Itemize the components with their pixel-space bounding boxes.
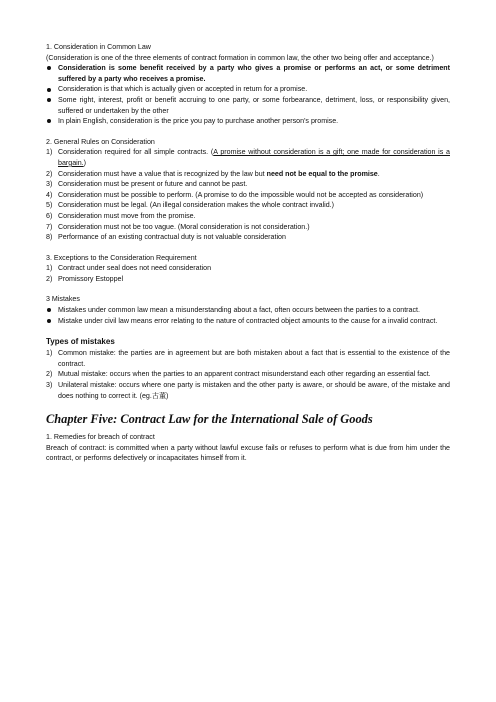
section-heading: 3. Exceptions to the Consideration Requirement xyxy=(46,253,197,262)
list-item: 4) Consideration must be possible to perform. (A promise to do the impossible would not be accepted as consideration) xyxy=(46,190,424,199)
section-heading: 2. General Rules on Consideration xyxy=(46,137,155,146)
list-item: 6) Consideration must move from the promise. xyxy=(46,211,196,220)
list-item: Consideration is some benefit received by a party who gives a promise or performs an act, or some detriment suffered by a party who receives a promise. xyxy=(46,63,450,84)
bullet-icon xyxy=(47,98,51,102)
list-item: 3) Unilateral mistake: occurs where one party is mistaken and the other party is aware, or should be aware, of the mistake and does nothing to correct it. (eg.古董) xyxy=(46,381,450,400)
list-item: Some right, interest, profit or benefit accruing to one party, or some forbearance, detriment, loss, or responsibility given, suffered or undertaken by the other xyxy=(46,95,450,116)
list-item: 1) Contract under seal does not need consideration xyxy=(46,264,212,273)
list-item: In plain English, consideration is the price you pay to purchase another person's promise. xyxy=(46,116,450,127)
bullet-list xyxy=(46,63,450,127)
list-item: 7) Consideration must not be too vague. (Moral consideration is not consideration.) xyxy=(46,222,310,231)
numbered-list xyxy=(46,348,450,401)
bullet-icon xyxy=(47,319,51,323)
numbered-list xyxy=(46,263,450,284)
list-item: Consideration is that which is actually given or accepted in return for a promise. xyxy=(46,84,450,95)
list-item: 3) Consideration must be present or future and cannot be past. xyxy=(46,180,248,189)
section-heading: 1. Consideration in Common Law xyxy=(46,43,151,51)
bullet-icon xyxy=(47,66,51,70)
list-item: 8) Performance of an existing contractual duty is not valuable consideration xyxy=(46,233,286,242)
list-item: 2) Mutual mistake: occurs when the parties to an apparent contract misunderstand each other regarding an essential fact. xyxy=(46,370,431,379)
list-item: 2) Promissory Estoppel xyxy=(46,274,124,283)
bullet-list xyxy=(46,305,450,326)
list-item: 2) Consideration must have a value that is recognized by the law but need not be equal to the promise. xyxy=(46,169,380,178)
paragraph: Breach of contract: is committed when a party without lawful excuse fails or refuses to perform what is due from him under the contract, or performs defectively or incapacitates himself from it. xyxy=(46,443,450,463)
numbered-list xyxy=(46,147,450,242)
subheading: Types of mistakes xyxy=(46,337,115,347)
section-heading: 1. Remedies for breach of contract xyxy=(46,433,155,442)
list-item: Mistakes under common law mean a misunderstanding about a fact, often occurs between the parties to a contract. xyxy=(46,305,450,316)
bullet-icon xyxy=(47,308,51,312)
list-item: 1) Consideration required for all simple contracts. (A promise without consideration is a gift; one made for consideration is a bargain.) xyxy=(46,148,450,167)
bullet-icon xyxy=(47,119,51,123)
paragraph: (Consideration is one of the three elements of contract formation in common law, the other two being offer and acceptance.) xyxy=(46,53,434,62)
chapter-title: Chapter Five: Contract Law for the International Sale of Goods xyxy=(46,412,373,427)
bullet-icon xyxy=(47,88,51,92)
list-item: Mistake under civil law means error relating to the nature of contracted object amounts to the cause for a invalid contract. xyxy=(46,316,450,327)
list-item: 5) Consideration must be legal. (An illegal consideration makes the whole contract invalid.) xyxy=(46,201,335,210)
section-heading: 3 Mistakes xyxy=(46,295,80,304)
list-item: 1) Common mistake: the parties are in agreement but are both mistaken about a fact that is essential to the existence of the contract. xyxy=(46,349,450,368)
